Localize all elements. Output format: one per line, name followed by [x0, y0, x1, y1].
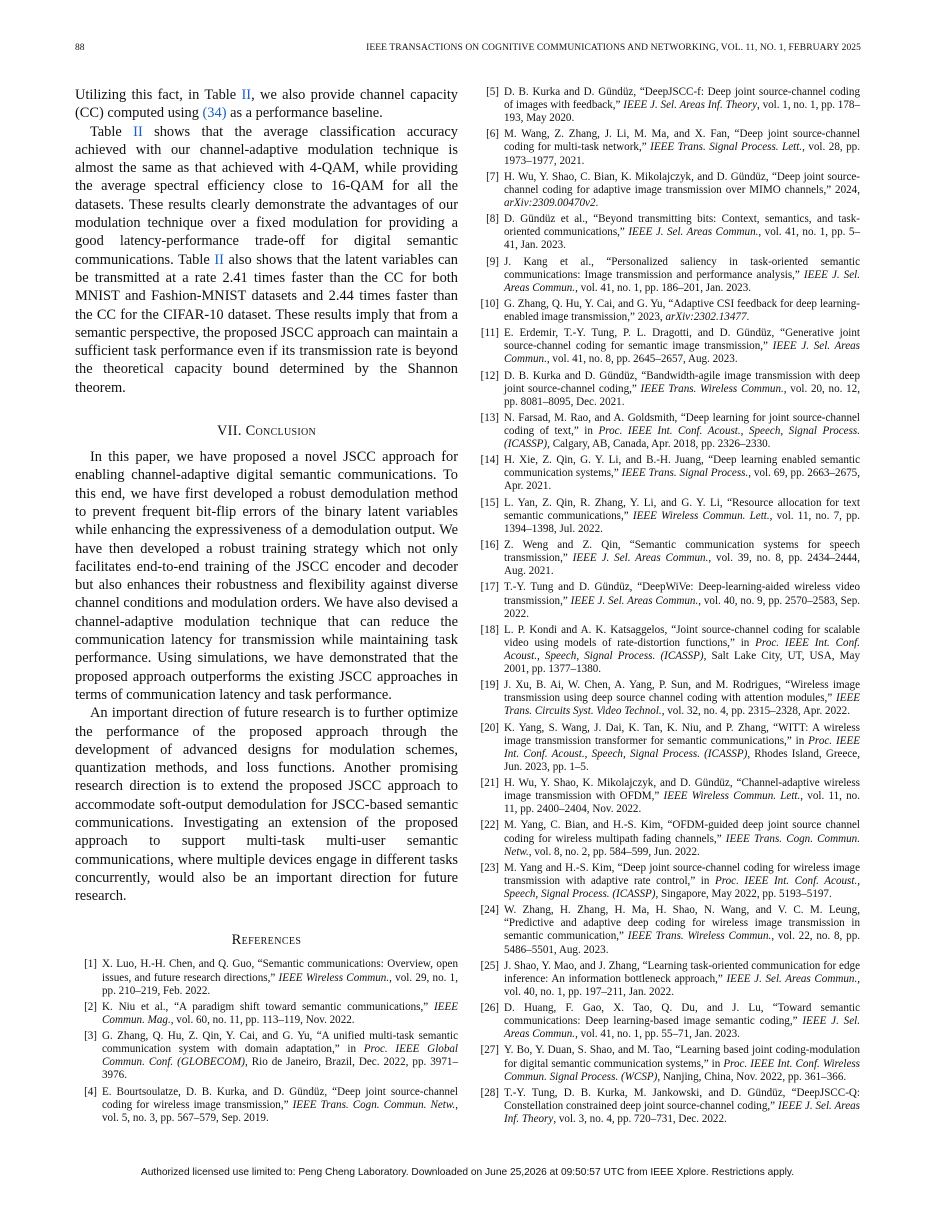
reference-authors-title: T.-Y. Tung, D. B. Kurka, M. Jankowski, and D. Gündüz, “DeepJSCC-Q: Constellation constrained deep joint source-channel coding,”: [504, 1086, 860, 1112]
reference-venue: IEEE J. Sel. Areas Commun.: [504, 340, 861, 366]
reference-details: , Singapore, May 2022, pp. 5193–5197.: [655, 888, 832, 901]
text-run: Table: [90, 123, 134, 140]
reference-details: , vol. 40, no. 1, pp. 197–211, Jan. 2022.: [504, 972, 860, 998]
reference-number: [9]: [486, 255, 499, 268]
reference-item: [477, 412, 860, 451]
reference-text: [102, 958, 458, 997]
reference-text: [504, 777, 860, 816]
reference-number: [24]: [480, 904, 499, 917]
reference-number: [11]: [480, 327, 499, 340]
reference-item: [477, 1087, 860, 1126]
reference-venue: Proc. IEEE Global Commun. Conf. (GLOBECOM): [102, 1043, 458, 1069]
reference-details: , Calgary, AB, Canada, Apr. 2018, pp. 2326–2330.: [547, 438, 771, 451]
reference-item: [75, 1001, 458, 1027]
reference-item: [477, 128, 860, 167]
reference-text: [504, 581, 860, 620]
reference-venue: arXiv:2309.00470v2: [504, 196, 596, 209]
reference-number: [8]: [486, 213, 499, 226]
license-footer: Authorized licensed use limited to: Peng Cheng Laboratory. Downloaded on June 25,2026 at 09:50:57 UTC from IEEE Xplore. Restrictions apply.: [140, 1167, 795, 1178]
reference-venue: Proc. IEEE Int. Conf. Acoust., Speech, Signal Process. (ICASSP): [504, 874, 861, 901]
reference-number: [27]: [480, 1044, 499, 1057]
reference-number: [26]: [480, 1002, 499, 1015]
reference-authors-title: N. Farsad, M. Rao, and A. Goldsmith, “Deep learning for joint source-channel coding of text,” in: [504, 411, 860, 437]
reference-number: [23]: [480, 861, 499, 874]
paragraph-conclusion: In this paper, we have proposed a novel JSCC approach for enabling channel-adaptive digital semantic communications. To this end, we have first developed a robust demodulation method to prevent frequent bit-flip errors of the binary latent variables while enhancing the expressiveness of a demodulation output. We have then developed a robust training strategy which not only facilitates end-to-end training of the JSCC encoder and decoder but also enhances their robustness and flexibility against diverse channel conditions and modulation orders. We have also devised a channel-adaptive modulation technique that can reduce the communication latency for transmission while maintaining task performance. Using simulations, we have demonstrated that the proposed approach outperforms the existing JSCC approaches in terms of communication latency and task performance.: [75, 449, 458, 703]
table-link[interactable]: II: [133, 123, 143, 140]
reference-authors-title: W. Zhang, H. Zhang, H. Ma, H. Shao, N. Wang, and V. C. M. Leung, “Predictive and adaptive deep coding for wireless image transmission in semantic communication,”: [504, 904, 860, 943]
reference-authors-title: M. Wang, Z. Zhang, J. Li, M. Ma, and X. Fan, “Deep joint source-channel coding for multi-task network,”: [504, 128, 860, 154]
reference-text: [504, 1044, 860, 1083]
reference-authors-title: J. Xu, B. Ai, W. Chen, A. Yang, P. Sun, and M. Rodrigues, “Wireless image transmission using deep source channel coding with attention modules,”: [504, 679, 860, 705]
reference-text: [504, 1002, 860, 1041]
reference-item: [477, 370, 860, 409]
section-heading-conclusion: VII. Conclusion: [216, 423, 317, 440]
equation-link[interactable]: (34): [202, 105, 227, 122]
reference-authors-title: M. Yang, C. Bian, and H.-S. Kim, “OFDM-guided deep joint source channel coding for wireless multipath fading channels,”: [504, 819, 860, 845]
reference-authors-title: Y. Bo, Y. Duan, S. Shao, and M. Tao, “Learning based joint coding-modulation for digital semantic communication systems,” in: [504, 1044, 860, 1070]
text-run: also shows that the latent variables can be transmitted at a rate 2.41 times faster than the CC for both MNIST and Fashion-MNIST datasets and 2.44 times faster than the CC for the CIFAR-10 dataset. These results imply that from a semantic perspective, the proposed JSCC approach can maintain a sufficient task performance even if its transmission rate is beyond the theoretical capacity bound determined by the Shannon theorem.: [75, 251, 459, 396]
reference-venue: IEEE Trans. Wireless Commun.: [627, 930, 772, 943]
reference-authors-title: D. B. Kurka and D. Gündüz, “DeepJSCC-f: Deep joint source-channel coding of images with feedback,”: [504, 86, 860, 112]
reference-venue: arXiv:2302.13477: [665, 310, 747, 323]
reference-venue: IEEE Wireless Commun.: [278, 971, 390, 984]
reference-authors-title: L. Yan, Z. Qin, R. Zhang, Y. Li, and G. Y. Li, “Resource allocation for text semantic communications,”: [504, 496, 860, 522]
reference-item: [477, 1002, 860, 1041]
reference-authors-title: J. Shao, Y. Mao, and J. Zhang, “Learning task-oriented communication for edge inference: An information bottleneck approach,”: [504, 959, 860, 985]
reference-text: [102, 1001, 458, 1027]
reference-venue: IEEE Trans. Cogn. Commun. Netw.: [504, 832, 860, 858]
reference-text: [504, 327, 860, 366]
reference-number: [4]: [84, 1085, 97, 1098]
reference-text: [504, 819, 860, 858]
reference-details: , vol. 5, no. 3, pp. 567–579, Sep. 2019.: [102, 1098, 458, 1124]
reference-number: [13]: [480, 411, 499, 424]
reference-details: .: [746, 310, 750, 323]
reference-text: [504, 679, 860, 718]
reference-item: [477, 539, 860, 578]
reference-details: .: [595, 196, 599, 209]
reference-authors-title: M. Yang and H.-S. Kim, “Deep joint source-channel coding for wireless image transmission with adaptive rate control,” in: [504, 861, 860, 887]
reference-venue: IEEE J. Sel. Areas Commun.: [572, 552, 709, 565]
reference-details: , vol. 11, no. 7, pp. 1394–1398, Jul. 2022.: [504, 509, 860, 535]
reference-text: [504, 960, 860, 999]
reference-venue: IEEE J. Sel. Areas Commun.: [504, 268, 860, 294]
reference-number: [18]: [480, 623, 499, 636]
reference-venue: IEEE J. Sel. Areas Inf. Theory: [504, 1099, 860, 1125]
reference-number: [20]: [480, 721, 499, 734]
reference-text: [102, 1030, 458, 1082]
reference-authors-title: X. Luo, H.-H. Chen, and Q. Guo, “Semantic communications: Overview, open issues, and future research directions,”: [102, 958, 458, 984]
reference-venue: IEEE Commun. Mag.: [102, 1000, 458, 1026]
reference-venue: IEEE Trans. Signal Process.: [621, 467, 749, 480]
reference-number: [22]: [480, 819, 499, 832]
reference-text: [504, 128, 860, 167]
reference-venue: IEEE Trans. Cogn. Commun. Netw.: [292, 1098, 456, 1111]
reference-number: [14]: [480, 454, 499, 467]
reference-venue: IEEE Trans. Signal Process. Lett.: [650, 141, 803, 154]
reference-authors-title: H. Xie, Z. Qin, G. Y. Li, and B.-H. Juang, “Deep learning enabled semantic communication systems,”: [504, 454, 860, 480]
reference-item: [477, 213, 860, 252]
reference-item: [477, 624, 860, 676]
reference-item: [477, 862, 860, 901]
reference-authors-title: Z. Weng and Z. Qin, “Semantic communication systems for speech transmission,”: [504, 539, 860, 565]
reference-text: [504, 539, 860, 578]
right-column: [477, 86, 860, 1129]
reference-text: [504, 497, 860, 536]
text-run: , we also provide channel capacity (CC) computed using: [75, 87, 459, 122]
reference-number: [25]: [480, 959, 499, 972]
reference-item: [477, 86, 860, 125]
reference-item: [477, 581, 860, 620]
reference-item: [477, 819, 860, 858]
reference-details: , Rhodes Island, Greece, Jun. 2023, pp. 1–5.: [504, 747, 861, 773]
reference-text: [504, 862, 860, 901]
reference-details: , vol. 41, no. 1, pp. 55–71, Jan. 2023.: [575, 1028, 740, 1041]
reference-authors-title: H. Wu, Y. Shao, K. Mikolajczyk, and D. Gündüz, “Channel-adaptive wireless image transmission with OFDM,”: [504, 777, 860, 803]
reference-venue: IEEE J. Sel. Areas Commun.: [570, 594, 699, 607]
table-link[interactable]: II: [241, 87, 252, 103]
reference-item: [75, 1086, 458, 1125]
text-run: shows that the average classification accuracy achieved with our channel-adaptive modulation technique is almost the same as that achieved with 4-QAM, while providing the average spectral efficiency close to 16-QAM for all the datasets. These results clearly demonstrate the advantages of our modulation technique over a fixed modulation for providing a good latency-performance trade-off for digital semantic communications. Table: [75, 123, 458, 268]
references-heading: References: [231, 932, 302, 949]
reference-authors-title: D. Gündüz et al., “Beyond transmitting bits: Context, semantics, and task-oriented communications,”: [504, 213, 860, 239]
reference-details: , vol. 39, no. 8, pp. 2434–2444, Aug. 2021.: [504, 552, 860, 578]
paragraph-capacity-baseline: [75, 86, 458, 123]
reference-details: , vol. 3, no. 4, pp. 720–731, Dec. 2022.: [553, 1113, 727, 1125]
reference-authors-title: D. B. Kurka and D. Gündüz, “Bandwidth-agile image transmission with deep joint source-channel coding,”: [504, 369, 860, 395]
reference-number: [7]: [486, 170, 499, 183]
reference-item: [477, 454, 860, 493]
reference-item: [75, 1030, 458, 1082]
reference-number: [6]: [486, 128, 499, 141]
reference-item: [477, 497, 860, 536]
reference-details: , vol. 40, no. 9, pp. 2570–2583, Sep. 2022.: [504, 594, 861, 620]
reference-details: , vol. 29, no. 1, pp. 210–219, Feb. 2022.: [102, 971, 459, 997]
reference-authors-title: L. P. Kondi and A. K. Katsaggelos, “Joint source-channel coding for scalable video using models of rate-distortion functions,” in: [504, 623, 860, 649]
reference-list-right: [477, 86, 860, 1126]
page-number: 88: [75, 43, 85, 53]
reference-item: [477, 679, 860, 718]
reference-item: [477, 904, 860, 956]
reference-details: , vol. 41, no. 1, pp. 186–201, Jan. 2023.: [575, 281, 752, 294]
reference-authors-title: T.-Y. Tung and D. Gündüz, “DeepWiVe: Deep-learning-aided wireless video transmission,”: [504, 581, 860, 607]
reference-number: [19]: [480, 679, 499, 692]
reference-details: , vol. 28, pp. 1973–1977, 2021.: [504, 141, 860, 167]
table-link[interactable]: II: [214, 251, 224, 268]
reference-text: [504, 298, 860, 324]
running-header: [75, 43, 861, 57]
text-run: as a performance baseline.: [226, 105, 383, 122]
reference-venue: Proc. IEEE Int. Conf. Acoust., Speech, Signal Process. (ICASSP): [504, 425, 860, 451]
reference-item: [477, 256, 860, 295]
journal-title: IEEE TRANSACTIONS ON COGNITIVE COMMUNICATIONS AND NETWORKING, VOL. 11, NO. 1, FEBRUARY 2025: [366, 43, 861, 53]
reference-text: [504, 904, 860, 956]
reference-details: , vol. 32, no. 4, pp. 2315–2328, Apr. 2022.: [661, 705, 850, 718]
reference-venue: Proc. IEEE Int. Conf. Acoust., Speech, Signal Process. (ICASSP): [504, 636, 860, 662]
reference-details: , vol. 20, no. 12, pp. 8081–8095, Dec. 2021.: [504, 382, 860, 408]
reference-number: [3]: [84, 1030, 97, 1043]
reference-details: , vol. 60, no. 11, pp. 113–119, Nov. 2022.: [170, 1013, 355, 1026]
text-run: Utilizing this fact, in Table: [75, 87, 242, 103]
reference-number: [12]: [480, 369, 499, 382]
reference-number: [2]: [84, 1000, 97, 1013]
reference-authors-title: J. Kang et al., “Personalized saliency in task-oriented semantic communications: Image transmission and performance analysis,”: [504, 255, 860, 281]
reference-item: [477, 960, 860, 999]
reference-authors-title: G. Zhang, Q. Hu, Z. Qin, Y. Cai, and G. Yu, “A unified multi-task semantic communication system with domain adaptation,” in: [102, 1030, 458, 1056]
reference-details: , Salt Lake City, UT, USA, May 2001, pp. 1377–1380.: [504, 649, 860, 676]
reference-item: [477, 327, 860, 366]
reference-item: [477, 722, 860, 774]
reference-venue: IEEE J. Sel. Areas Inf. Theory: [623, 99, 758, 112]
reference-authors-title: E. Erdemir, T.-Y. Tung, P. L. Dragotti, and D. Gündüz, “Generative joint source-channel coding for semantic image transmission,”: [504, 327, 860, 353]
reference-authors-title: E. Bourtsoulatze, D. B. Kurka, and D. Gündüz, “Deep joint source-channel coding for wireless image transmission,”: [102, 1085, 458, 1111]
reference-text: [504, 1087, 860, 1126]
reference-venue: IEEE Trans. Wireless Commun.: [640, 382, 784, 395]
reference-authors-title: K. Niu et al., “A paradigm shift toward semantic communications,”: [102, 1000, 434, 1013]
reference-text: [504, 624, 860, 676]
reference-details: , vol. 8, no. 2, pp. 584–599, Jun. 2022.: [528, 845, 700, 858]
reference-venue: Proc. IEEE Int. Conf. Wireless Commun. Signal Process. (WCSP): [504, 1057, 860, 1083]
reference-item: [477, 171, 860, 210]
reference-details: , Rio de Janeiro, Brazil, Dec. 2022, pp. 3971–3976.: [102, 1056, 458, 1082]
reference-authors-title: D. Huang, F. Gao, X. Tao, Q. Du, and J. Lu, “Toward semantic communications: Deep learning-based image semantic coding,”: [504, 1002, 860, 1028]
reference-text: [504, 256, 860, 295]
reference-number: [28]: [480, 1086, 499, 1099]
reference-authors-title: G. Zhang, Q. Hu, Y. Cai, and G. Yu, “Adaptive CSI feedback for deep learning-enabled image transmission,” 2023,: [504, 297, 860, 323]
reference-text: [504, 213, 860, 252]
reference-authors-title: H. Wu, Y. Shao, C. Bian, K. Mikolajczyk, and D. Gündüz, “Deep joint source-channel coding for adaptive image transmission over MIMO channels,” 2024,: [504, 170, 860, 196]
reference-text: [504, 722, 860, 774]
reference-details: , vol. 1, no. 1, pp. 178–193, May 2020.: [504, 99, 860, 125]
reference-details: , vol. 41, no. 8, pp. 2645–2657, Aug. 2023.: [546, 353, 738, 366]
reference-venue: IEEE Trans. Circuits Syst. Video Technol.: [504, 692, 860, 718]
paragraph-results: [75, 123, 458, 397]
reference-number: [17]: [480, 581, 499, 594]
reference-number: [5]: [486, 86, 499, 98]
reference-details: , Nanjing, China, Nov. 2022, pp. 361–366.: [657, 1070, 847, 1083]
reference-item: [75, 958, 458, 997]
reference-text: [504, 86, 860, 125]
reference-number: [10]: [480, 297, 499, 310]
reference-number: [21]: [480, 777, 499, 790]
reference-venue: IEEE J. Sel. Areas Commun.: [726, 972, 858, 985]
reference-text: [504, 370, 860, 409]
reference-number: [15]: [480, 496, 499, 509]
reference-list-left: [75, 958, 458, 1124]
reference-item: [477, 777, 860, 816]
reference-venue: IEEE Wireless Commun. Lett.: [663, 790, 801, 803]
reference-text: [504, 454, 860, 493]
reference-details: , vol. 11, no. 11, pp. 2400–2404, Nov. 2022.: [504, 790, 860, 816]
reference-number: [1]: [84, 958, 97, 971]
reference-details: , vol. 22, no. 8, pp. 5486–5501, Aug. 2023.: [504, 930, 861, 956]
reference-item: [477, 1044, 860, 1083]
reference-authors-title: K. Yang, S. Wang, J. Dai, K. Tan, K. Niu, and P. Zhang, “WITT: A wireless image transmission transformer for semantic communications,” in: [504, 721, 860, 747]
reference-text: [102, 1086, 458, 1125]
reference-venue: Proc. IEEE Int. Conf. Acoust., Speech, Signal Process. (ICASSP): [504, 734, 860, 760]
left-column: [75, 86, 458, 1128]
paragraph-future-work: An important direction of future research is to further optimize the performance of the proposed approach through the development of advanced designs for modulation schemes, quantization methods, and loss functions. Another promising research direction is to extend the proposed JSCC approach to accommodate soft-output demodulation for JSCC-based semantic communications. Investigating an extension of the proposed approach to support multi-task multi-user semantic communications, where multiple devices engage in different tasks concurrently, would also be an important direction for future research.: [75, 705, 458, 905]
reference-venue: IEEE J. Sel. Areas Commun.: [504, 1015, 860, 1041]
reference-details: , vol. 69, pp. 2663–2675, Apr. 2021.: [504, 467, 860, 493]
reference-number: [16]: [480, 539, 499, 552]
reference-text: [504, 171, 860, 210]
reference-item: [477, 298, 860, 324]
reference-venue: IEEE Wireless Commun. Lett.: [632, 509, 770, 522]
reference-details: , vol. 41, no. 1, pp. 5–41, Jan. 2023.: [504, 226, 860, 252]
reference-text: [504, 412, 860, 451]
reference-venue: IEEE J. Sel. Areas Commun.: [628, 226, 759, 239]
